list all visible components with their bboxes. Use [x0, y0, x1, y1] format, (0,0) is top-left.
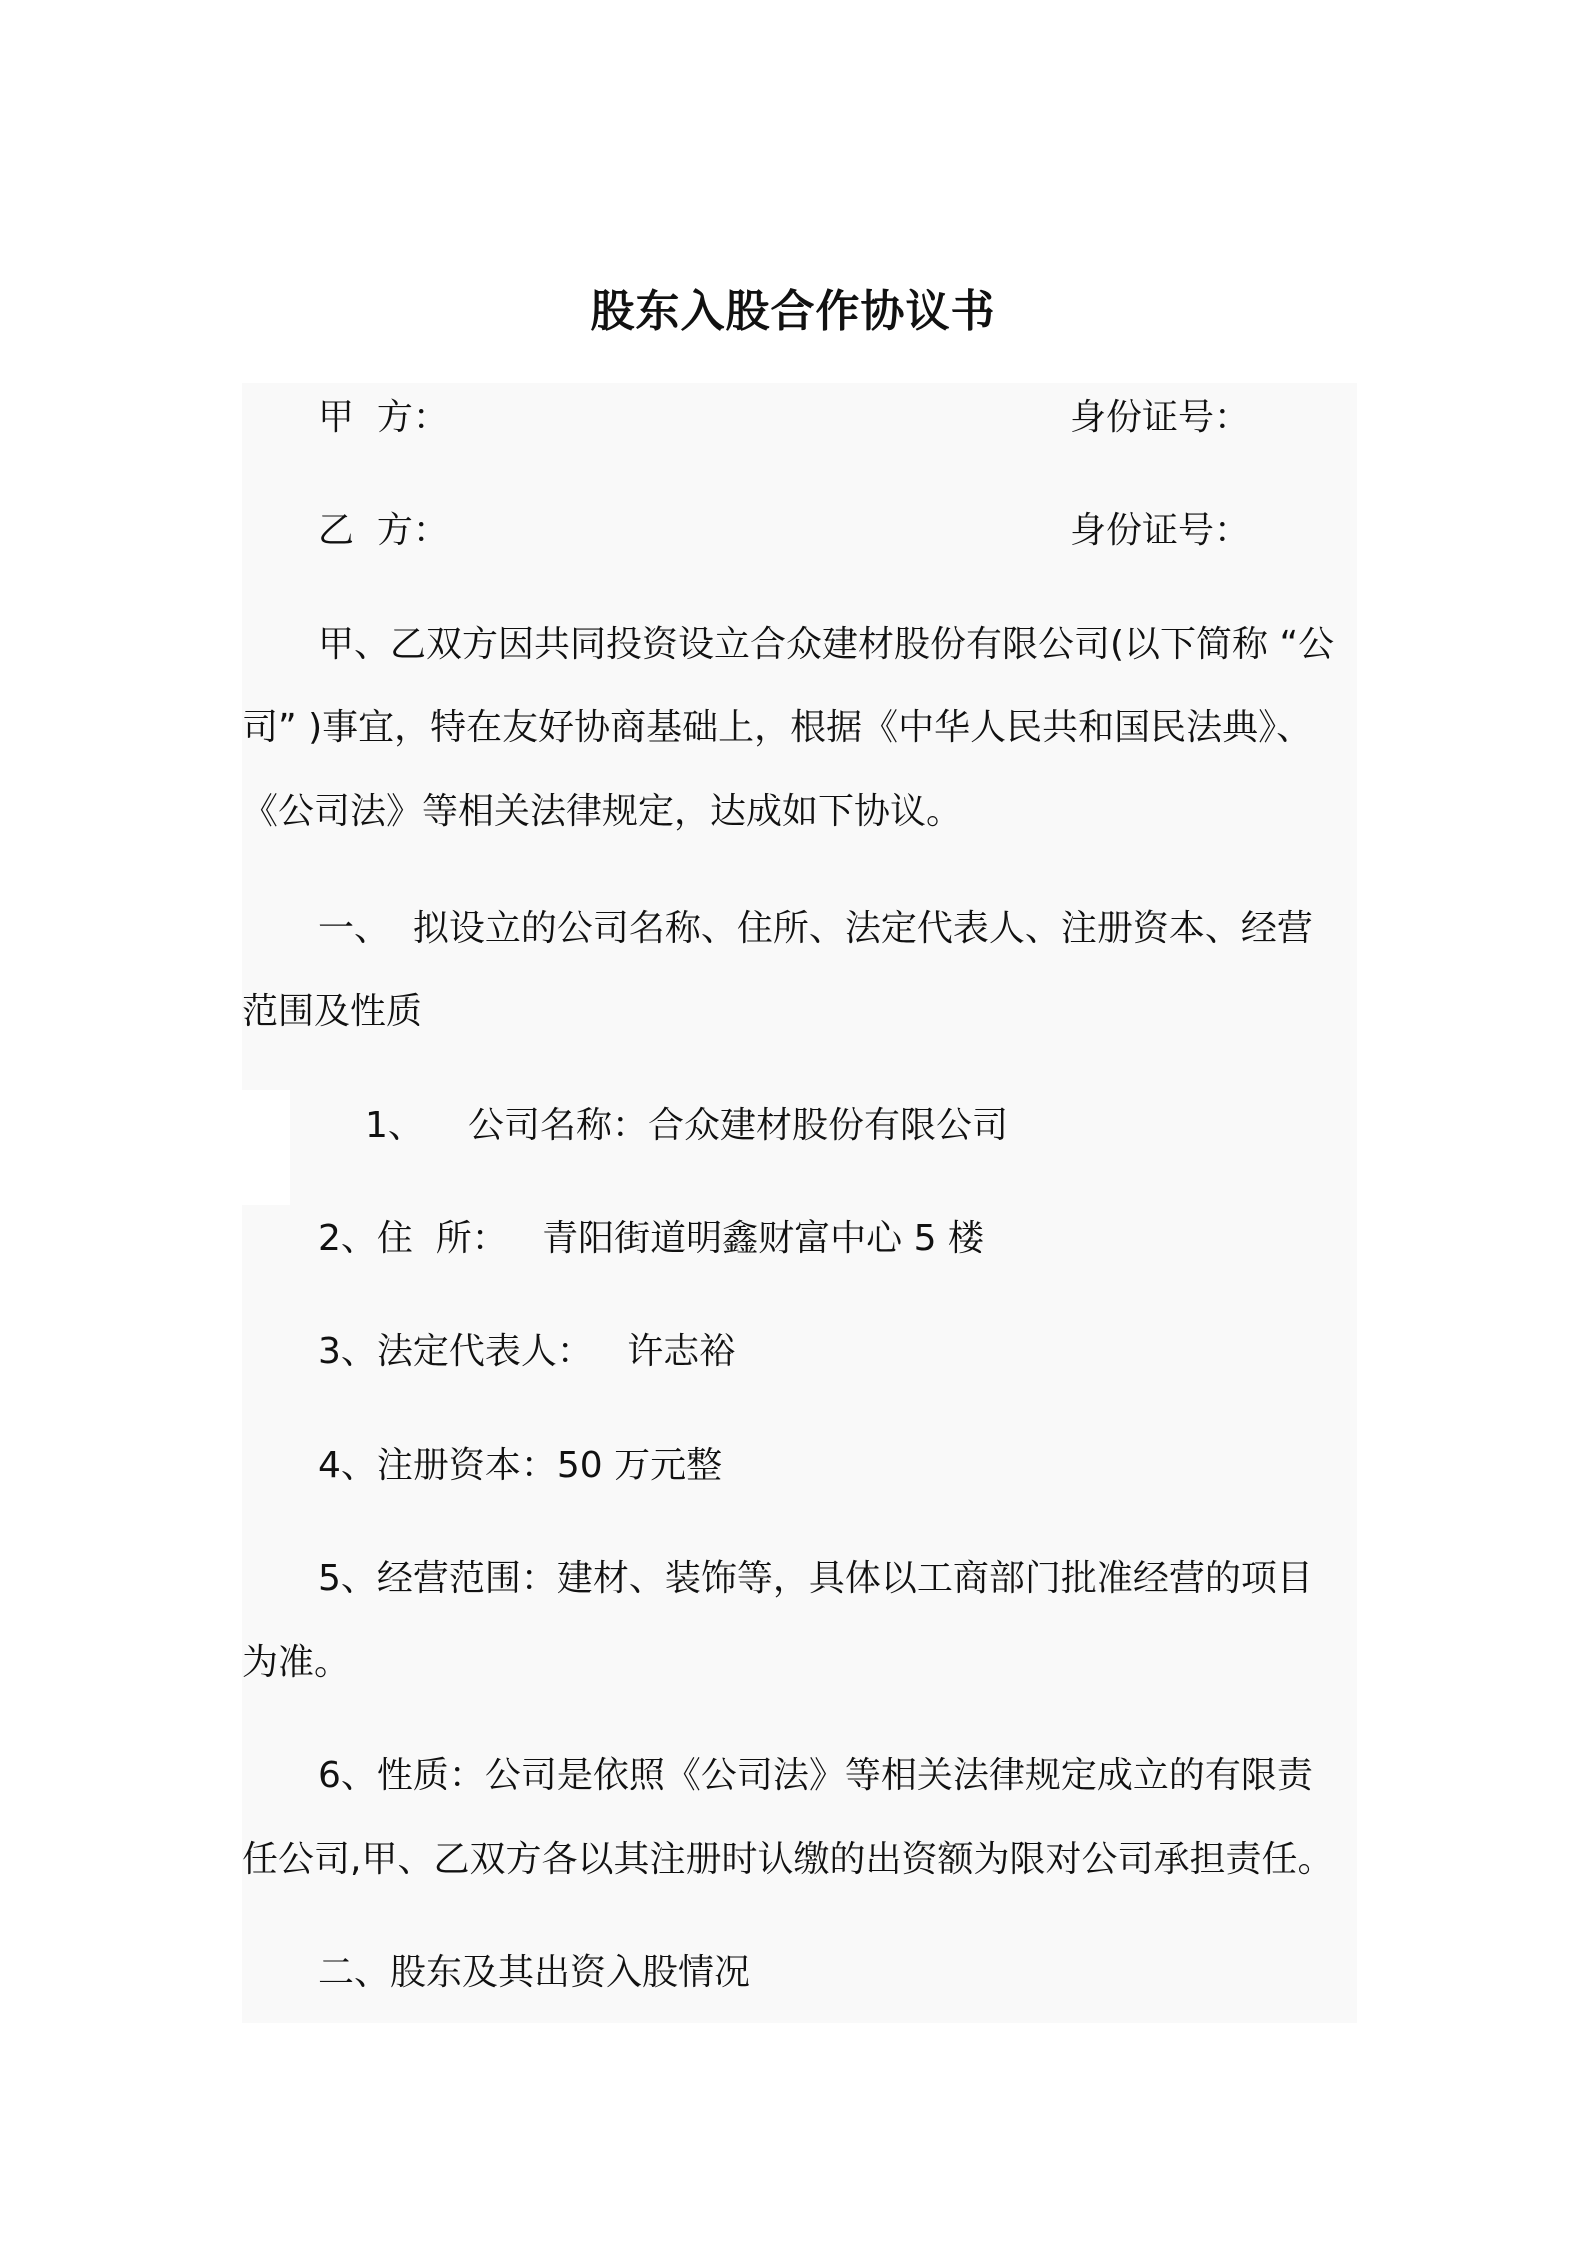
document-title: 股东入股合作协议书	[590, 286, 996, 337]
section-1-heading-line-1: 一、 拟设立的公司名称、住所、法定代表人、注册资本、经营	[318, 908, 1313, 949]
section-1-heading-line-2: 范围及性质	[242, 991, 423, 1032]
item-1-number: 1、	[365, 1105, 424, 1146]
preamble-line-1: 甲、乙双方因共同投资设立合众建材股份有限公司(以下简称 “公	[318, 624, 1335, 665]
party-b-id-label: 身份证号：	[1070, 510, 1251, 551]
item-6-line-1: 6、性质：公司是依照《公司法》等相关法律规定成立的有限责	[318, 1755, 1313, 1796]
preamble-line-3: 《公司法》等相关法律规定，达成如下协议。	[242, 791, 963, 832]
item-1-text: 公司名称：合众建材股份有限公司	[468, 1105, 1009, 1146]
item-2: 2、住 所： 青阳街道明鑫财富中心 5 楼	[318, 1218, 984, 1259]
item-5-line-1: 5、经营范围：建材、装饰等，具体以工商部门批准经营的项目	[318, 1558, 1313, 1599]
item-6-line-2: 任公司,甲、乙双方各以其注册时认缴的出资额为限对公司承担责任。	[242, 1839, 1334, 1880]
item-3: 3、法定代表人： 许志裕	[318, 1331, 736, 1372]
item-5-line-2: 为准。	[242, 1642, 351, 1683]
party-a-label: 甲 方：	[318, 397, 449, 438]
party-b-label: 乙 方：	[318, 510, 449, 551]
preamble-line-2: 司” )事宜，特在友好协商基础上，根据《中华人民共和国民法典》、	[242, 707, 1313, 748]
section-2-heading: 二、股东及其出资入股情况	[318, 1952, 751, 1993]
item-4: 4、注册资本：50 万元整	[318, 1445, 723, 1486]
party-a-id-label: 身份证号：	[1070, 397, 1251, 438]
content-notch	[242, 1090, 290, 1205]
